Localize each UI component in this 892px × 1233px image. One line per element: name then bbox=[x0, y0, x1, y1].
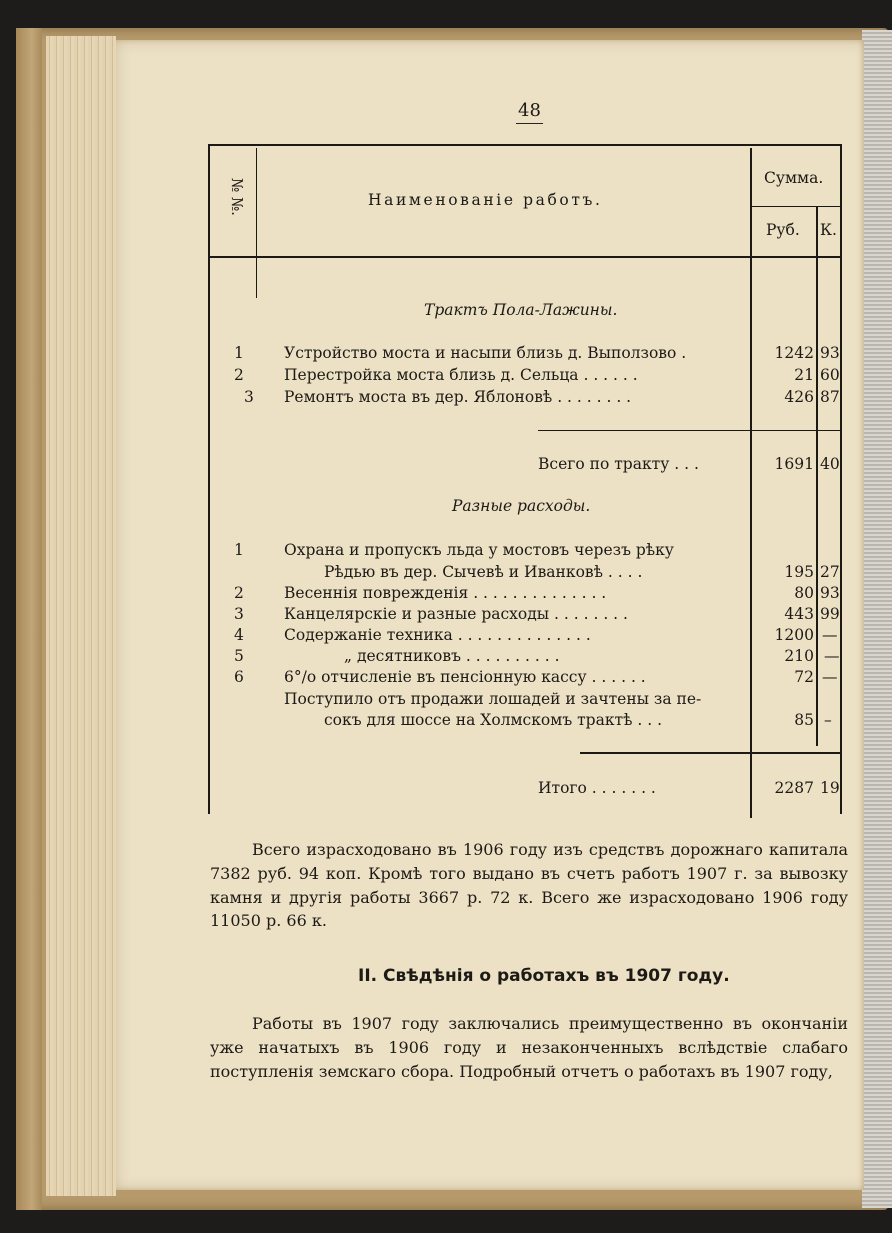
subtotal-kop: 40 bbox=[820, 455, 840, 473]
row-name: Перестройка моста близь д. Сельца . . . . . . bbox=[284, 366, 638, 384]
numcol-divider bbox=[256, 148, 257, 298]
row-kop: 99 bbox=[820, 605, 840, 623]
row-kop: — bbox=[824, 647, 840, 665]
sum-column-header: Сумма. bbox=[764, 169, 824, 187]
row-rub: 1200 bbox=[774, 626, 814, 644]
row-kop: 93 bbox=[820, 584, 840, 602]
row-name: „ десятниковъ . . . . . . . . . . bbox=[344, 647, 560, 665]
row-number: 6 bbox=[234, 668, 244, 686]
row-kop: 87 bbox=[820, 388, 840, 406]
sum-col-divider bbox=[750, 148, 752, 818]
row-name-line2: сокъ для шоссе на Холмскомъ трактѣ . . . bbox=[324, 711, 663, 729]
row-rub: 195 bbox=[784, 563, 814, 581]
row-name: Весеннія поврежденія . . . . . . . . . . . . . . bbox=[284, 584, 607, 602]
section-heading: II. Свѣдѣнія о работахъ въ 1907 году. bbox=[358, 966, 730, 986]
works-column-header: Наименованіе работъ. bbox=[368, 191, 603, 209]
row-rub: 72 bbox=[794, 668, 814, 686]
row-rub: 210 bbox=[784, 647, 814, 665]
row-name: 6°/о отчисленіе въ пенсіонную кассу . . . . . . bbox=[284, 668, 646, 686]
row-kop: 27 bbox=[820, 563, 840, 581]
total-label: Итого . . . . . . . bbox=[538, 779, 656, 797]
row-kop: — bbox=[822, 626, 838, 644]
total-rule bbox=[580, 752, 842, 754]
kop-col-divider bbox=[816, 206, 818, 746]
section-title-misc: Разные расходы. bbox=[452, 497, 591, 515]
table-left-border bbox=[208, 144, 210, 814]
row-number: 3 bbox=[244, 388, 254, 406]
row-rub: 85 bbox=[794, 711, 814, 729]
row-name: Содержаніе техника . . . . . . . . . . . . . . bbox=[284, 626, 591, 644]
cover-edge bbox=[16, 28, 42, 1210]
subtotal-label: Всего по тракту . . . bbox=[538, 455, 699, 473]
section-title-tract: Трактъ Пола-Лажины. bbox=[424, 301, 618, 319]
sum-header-rule bbox=[750, 206, 842, 207]
row-kop: 60 bbox=[820, 366, 840, 384]
row-rub: 80 bbox=[794, 584, 814, 602]
paragraph-1907-works: Работы въ 1907 году заключались преимущественно въ окончаніи уже начатыхъ въ 1906 году и незаконченныхъ вслѣдствіе слабаго поступленія земскаго сбора. Подробный отчетъ о работахъ въ 1907 году, bbox=[210, 1014, 848, 1081]
total-kop: 19 bbox=[820, 779, 840, 797]
book-spine-edge bbox=[862, 30, 892, 1208]
subtotal-rule bbox=[538, 430, 842, 431]
row-number: 5 bbox=[234, 647, 244, 665]
table-top-rule bbox=[208, 144, 842, 146]
subtotal-rub: 1691 bbox=[774, 455, 814, 473]
row-rub: 21 bbox=[794, 366, 814, 384]
row-name: Ремонтъ моста въ дер. Яблоновѣ . . . . . . . . bbox=[284, 388, 632, 406]
table-header-rule bbox=[208, 256, 842, 258]
row-number: 2 bbox=[234, 584, 244, 602]
page-number: 48 bbox=[516, 100, 543, 124]
table-right-border bbox=[840, 144, 842, 814]
number-column-header: № №. bbox=[228, 178, 246, 216]
row-kop: — bbox=[822, 668, 838, 686]
kop-column-header: К. bbox=[820, 221, 837, 239]
row-kop: 93 bbox=[820, 344, 840, 362]
row-number: 3 bbox=[234, 605, 244, 623]
row-kop: – bbox=[824, 711, 832, 729]
total-rub: 2287 bbox=[774, 779, 814, 797]
row-name-line1: Охрана и пропускъ льда у мостовъ черезъ рѣку bbox=[284, 541, 674, 559]
row-name: Канцелярскіе и разные расходы . . . . . . . . bbox=[284, 605, 628, 623]
rub-column-header: Руб. bbox=[766, 221, 800, 239]
paragraph-1906-expenses: Всего израсходовано въ 1906 году изъ средствъ дорожнаго капитала 7382 руб. 94 коп. Кромѣ того выдано въ счетъ работъ 1907 г. за вывозку камня и другія работы 3667 р. 72 к. Всего же израсходовано 1906 году 11050 р. 66 к. bbox=[210, 840, 848, 931]
row-rub: 426 bbox=[784, 388, 814, 406]
row-number: 4 bbox=[234, 626, 244, 644]
row-number: 2 bbox=[234, 366, 244, 384]
row-rub: 1242 bbox=[774, 344, 814, 362]
page-fore-edge bbox=[46, 36, 116, 1196]
row-number: 1 bbox=[234, 344, 244, 362]
row-number: 1 bbox=[234, 541, 244, 559]
row-name-line2: Рѣдью въ дер. Сычевѣ и Иванковѣ . . . . bbox=[324, 563, 643, 581]
row-name-line1: Поступило отъ продажи лошадей и зачтены за пе- bbox=[284, 690, 702, 708]
row-rub: 443 bbox=[784, 605, 814, 623]
row-name: Устройство моста и насыпи близь д. Выползово . bbox=[284, 344, 687, 362]
